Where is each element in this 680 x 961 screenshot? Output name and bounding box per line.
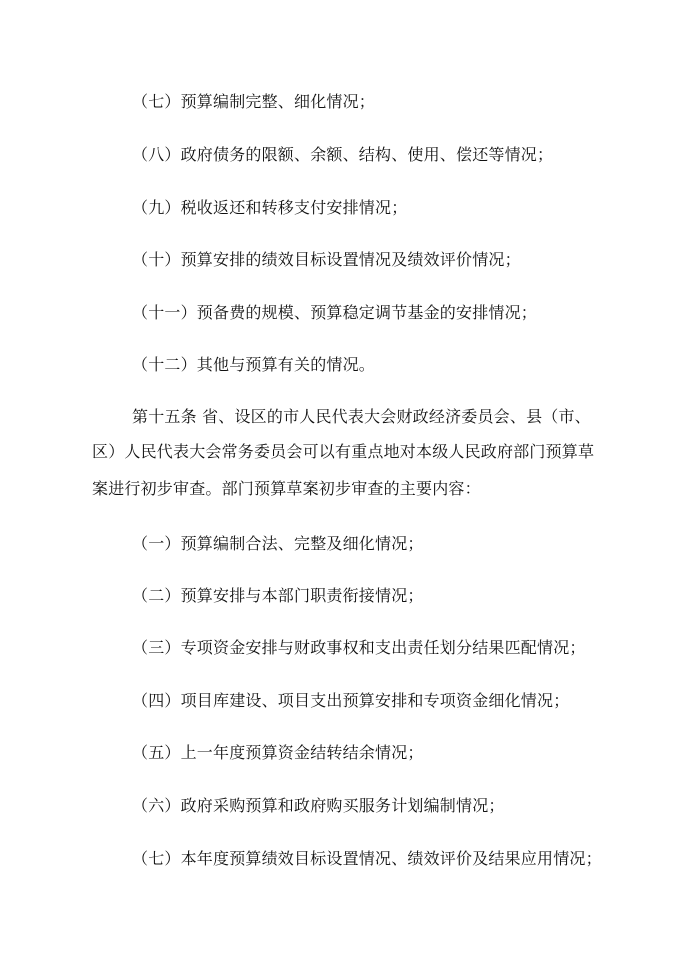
list-item: （七）预算编制完整、细化情况； [132,92,376,111]
list-item: （四）项目库建设、项目支出预算安排和专项资金细化情况； [132,691,570,710]
list-item: （六）政府采购预算和政府购买服务计划编制情况； [132,796,505,815]
list-item: （二）预算安排与本部门职责衔接情况； [132,586,424,605]
list-item: （一）预算编制合法、完整及细化情况； [132,534,424,553]
list-item: （九）税收返还和转移支付安排情况； [132,198,408,217]
list-item: （十）预算安排的绩效目标设置情况及绩效评价情况； [132,250,521,269]
article-paragraph-line: 案进行初步审查。部门预算草案初步审查的主要内容： [92,479,481,498]
list-item: （十一）预备费的规模、预算稳定调节基金的安排情况； [132,303,538,322]
list-item: （八）政府债务的限额、余额、结构、使用、偿还等情况； [132,145,554,164]
article-paragraph-line: 区）人民代表大会常务委员会可以有重点地对本级人民政府部门预算草 [92,442,595,461]
list-item: （十二）其他与预算有关的情况。 [132,355,376,374]
list-item: （三）专项资金安排与财政事权和支出责任划分结果匹配情况； [132,638,586,657]
article-paragraph-line: 第十五条 省、设区的市人民代表大会财政经济委员会、县（市、 [132,407,591,426]
list-item: （五）上一年度预算资金结转结余情况； [132,743,424,762]
list-item: （七）本年度预算绩效目标设置情况、绩效评价及结果应用情况； [132,849,602,868]
